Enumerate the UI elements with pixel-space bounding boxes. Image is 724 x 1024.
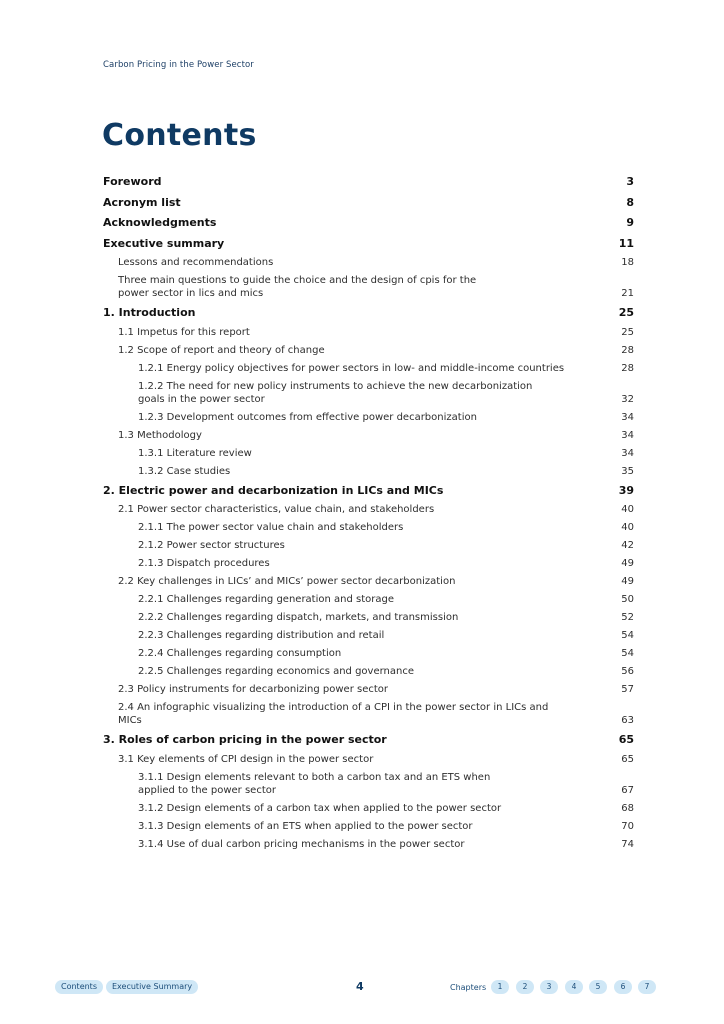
toc-entry-title-line: 3.1.1 Design elements relevant to both a carbon tax and an ETS when xyxy=(138,771,491,783)
chapter-4-button[interactable]: 4 xyxy=(565,980,583,994)
toc-page-number: 65 xyxy=(618,733,634,746)
toc-section-entry[interactable] xyxy=(103,463,634,481)
toc-section-entry[interactable] xyxy=(103,378,634,409)
toc-page-number: 34 xyxy=(621,429,634,441)
toc-entry-title xyxy=(138,380,634,406)
toc-page-number: 35 xyxy=(621,465,634,477)
toc-chapter-entry[interactable] xyxy=(103,213,634,234)
toc-section-entry[interactable] xyxy=(103,324,634,342)
toc-entry-title-line: Acknowledgments xyxy=(103,216,217,229)
toc-page-number: 25 xyxy=(618,306,634,319)
toc-entry-title xyxy=(118,256,634,269)
toc-page-number: 25 xyxy=(621,326,634,338)
toc-page-number: 57 xyxy=(621,684,634,695)
toc-entry-title xyxy=(138,465,634,478)
toc-page-number: 68 xyxy=(621,802,634,814)
toc-entry-title-line: Foreword xyxy=(103,175,162,188)
executive-summary-link-button[interactable]: Executive Summary xyxy=(106,980,198,994)
toc-section-entry[interactable] xyxy=(103,254,634,272)
toc-section-entry[interactable] xyxy=(103,663,634,681)
toc-entry-title-line: 2.2.3 Challenges regarding distribution and retail xyxy=(138,630,385,641)
toc-section-entry[interactable] xyxy=(103,272,634,303)
toc-chapter-entry[interactable] xyxy=(103,193,634,214)
toc-entry-title xyxy=(118,701,634,727)
toc-entry-title-line: 1.2.2 The need for new policy instruments to achieve the new decarbonization xyxy=(138,380,533,392)
toc-section-entry[interactable] xyxy=(103,699,634,730)
toc-section-entry[interactable] xyxy=(103,681,634,699)
toc-page-number: 70 xyxy=(621,820,634,832)
toc-page-number: 42 xyxy=(621,540,634,551)
toc-entry-title-line: Acronym list xyxy=(103,195,181,209)
toc-section-entry[interactable] xyxy=(103,591,634,609)
toc-entry-title xyxy=(103,196,634,210)
toc-chapter-entry[interactable] xyxy=(103,730,634,751)
toc-section-entry[interactable] xyxy=(103,645,634,663)
toc-entry-title-line: 3.1.2 Design elements of a carbon tax when applied to the power sector xyxy=(138,802,502,814)
toc-entry-title xyxy=(138,629,634,642)
toc-page-number: 54 xyxy=(621,648,634,659)
toc-entry-title xyxy=(138,838,634,851)
toc-page-number: 18 xyxy=(621,257,634,268)
table-of-contents xyxy=(103,172,634,854)
toc-page-number: 50 xyxy=(621,594,634,605)
toc-entry-title xyxy=(138,665,634,678)
toc-entry-title-line: 2.2 Key challenges in LICs’ and MICs’ power sector decarbonization xyxy=(118,576,456,587)
toc-entry-title-line: 1.3 Methodology xyxy=(118,429,202,441)
toc-section-entry[interactable] xyxy=(103,769,634,800)
toc-entry-title-line: 1. Introduction xyxy=(103,306,196,319)
toc-entry-title xyxy=(103,237,634,251)
toc-entry-title-line: power sector in lics and mics xyxy=(118,288,264,299)
chapter-1-button[interactable]: 1 xyxy=(491,980,509,994)
toc-entry-title-line: 1.3.2 Case studies xyxy=(138,465,231,477)
chapter-3-button[interactable]: 3 xyxy=(540,980,558,994)
chapter-2-button[interactable]: 2 xyxy=(516,980,534,994)
toc-entry-title-line: 2.1.2 Power sector structures xyxy=(138,540,285,551)
toc-entry-title-line: 3.1.4 Use of dual carbon pricing mechanisms in the power sector xyxy=(138,838,465,850)
toc-page-number: 3 xyxy=(626,175,634,188)
toc-page-number: 74 xyxy=(621,838,634,850)
toc-entry-title-line: 1.2.1 Energy policy objectives for power sectors in low- and middle-income countries xyxy=(138,362,565,374)
chapters-label: Chapters xyxy=(450,983,487,992)
chapter-6-button[interactable]: 6 xyxy=(614,980,632,994)
toc-chapter-entry[interactable] xyxy=(103,481,634,502)
toc-entry-title-line: 2.1.1 The power sector value chain and stakeholders xyxy=(138,522,404,533)
toc-section-entry[interactable] xyxy=(103,342,634,360)
page-number: 4 xyxy=(356,980,364,993)
chapter-7-button[interactable]: 7 xyxy=(638,980,656,994)
toc-page-number: 40 xyxy=(621,504,634,515)
toc-entry-title xyxy=(118,429,634,442)
toc-entry-title-line: 2.1.3 Dispatch procedures xyxy=(138,558,270,569)
toc-entry-title xyxy=(103,216,634,230)
toc-entry-title-line: 2.2.5 Challenges regarding economics and governance xyxy=(138,666,415,677)
toc-entry-title xyxy=(103,484,634,498)
toc-entry-title xyxy=(118,753,634,766)
toc-entry-title xyxy=(103,306,634,320)
toc-section-entry[interactable] xyxy=(103,519,634,537)
page-title: Contents xyxy=(102,118,257,153)
toc-page-number: 28 xyxy=(621,362,634,374)
toc-entry-title-line: 2.2.1 Challenges regarding generation and storage xyxy=(138,594,394,605)
toc-entry-title-line: 2.2.4 Challenges regarding consumption xyxy=(138,648,342,659)
contents-link-button[interactable]: Contents xyxy=(55,980,103,994)
toc-entry-title xyxy=(118,575,634,588)
toc-entry-title xyxy=(138,411,634,424)
toc-entry-title-line: 3.1.3 Design elements of an ETS when applied to the power sector xyxy=(138,820,473,832)
toc-entry-title-line: 1.2.3 Development outcomes from effective power decarbonization xyxy=(138,411,477,423)
toc-section-entry[interactable] xyxy=(103,409,634,427)
toc-entry-title xyxy=(138,647,634,660)
toc-section-entry[interactable] xyxy=(103,501,634,519)
toc-chapter-entry[interactable] xyxy=(103,172,634,193)
toc-entry-title xyxy=(118,344,634,357)
toc-entry-title xyxy=(138,593,634,606)
running-header: Carbon Pricing in the Power Sector xyxy=(103,60,254,70)
toc-section-entry[interactable] xyxy=(103,627,634,645)
toc-page-number: 9 xyxy=(626,216,634,229)
toc-entry-title xyxy=(138,557,634,570)
toc-page-number: 49 xyxy=(621,576,634,587)
toc-entry-title xyxy=(118,503,634,516)
toc-section-entry[interactable] xyxy=(103,818,634,836)
toc-entry-title xyxy=(118,326,634,339)
toc-page-number: 56 xyxy=(621,666,634,677)
toc-section-entry[interactable] xyxy=(103,427,634,445)
toc-page-number: 39 xyxy=(618,483,634,497)
toc-entry-title xyxy=(118,683,634,696)
toc-page-number: 21 xyxy=(621,288,634,299)
toc-page-number: 49 xyxy=(621,558,634,569)
toc-entry-title xyxy=(138,802,634,815)
toc-entry-title xyxy=(138,820,634,833)
toc-page-number: 32 xyxy=(621,393,634,405)
toc-entry-title xyxy=(138,521,634,534)
toc-section-entry[interactable] xyxy=(103,445,634,463)
toc-entry-title-line: 3. Roles of carbon pricing in the power sector xyxy=(103,733,387,746)
toc-entry-title-line: 1.3.1 Literature review xyxy=(138,447,252,459)
toc-page-number: 34 xyxy=(621,447,634,459)
toc-entry-title-line: 1.2 Scope of report and theory of change xyxy=(118,344,325,356)
toc-entry-title-line: Three main questions to guide the choice and the design of cpis for the xyxy=(118,275,477,286)
toc-entry-title xyxy=(138,539,634,552)
toc-entry-title-line: 2.1 Power sector characteristics, value chain, and stakeholders xyxy=(118,504,435,515)
toc-page-number: 67 xyxy=(621,784,634,796)
toc-section-entry[interactable] xyxy=(103,836,634,854)
toc-section-entry[interactable] xyxy=(103,573,634,591)
toc-entry-title-line: 3.1 Key elements of CPI design in the power sector xyxy=(118,753,374,765)
toc-page-number: 34 xyxy=(621,411,634,423)
toc-section-entry[interactable] xyxy=(103,537,634,555)
toc-page-number: 63 xyxy=(621,715,634,726)
footer-navigation xyxy=(0,979,724,999)
toc-entry-title-line: 2. Electric power and decarbonization in LICs and MICs xyxy=(103,483,444,497)
toc-entry-title xyxy=(138,362,634,375)
toc-page-number: 28 xyxy=(621,344,634,356)
toc-entry-title xyxy=(138,447,634,460)
toc-entry-title xyxy=(138,611,634,624)
toc-chapter-entry[interactable] xyxy=(103,303,634,324)
toc-page-number: 11 xyxy=(618,236,634,250)
toc-entry-title xyxy=(138,771,634,797)
toc-entry-title-line: 2.4 An infographic visualizing the introduction of a CPI in the power sector in LICs and MICs xyxy=(118,702,549,726)
toc-section-entry[interactable] xyxy=(103,609,634,627)
toc-section-entry[interactable] xyxy=(103,800,634,818)
toc-entry-title-line: applied to the power sector xyxy=(138,784,276,796)
toc-page-number: 40 xyxy=(621,522,634,533)
toc-chapter-entry[interactable] xyxy=(103,234,634,255)
toc-entry-title-line: 2.2.2 Challenges regarding dispatch, markets, and transmission xyxy=(138,612,459,623)
toc-page-number: 8 xyxy=(626,195,634,209)
toc-entry-title-line: goals in the power sector xyxy=(138,393,265,405)
toc-entry-title-line: 2.3 Policy instruments for decarbonizing power sector xyxy=(118,684,388,695)
toc-page-number: 65 xyxy=(621,753,634,765)
toc-page-number: 52 xyxy=(621,612,634,623)
toc-section-entry[interactable] xyxy=(103,751,634,769)
toc-entry-title xyxy=(103,733,634,747)
toc-page-number: 54 xyxy=(621,630,634,641)
toc-section-entry[interactable] xyxy=(103,555,634,573)
toc-entry-title xyxy=(118,274,634,300)
toc-entry-title xyxy=(103,175,634,189)
chapter-5-button[interactable]: 5 xyxy=(589,980,607,994)
toc-entry-title-line: Lessons and recommendations xyxy=(118,257,274,268)
toc-section-entry[interactable] xyxy=(103,360,634,378)
toc-entry-title-line: 1.1 Impetus for this report xyxy=(118,326,250,338)
toc-entry-title-line: Executive summary xyxy=(103,236,225,250)
